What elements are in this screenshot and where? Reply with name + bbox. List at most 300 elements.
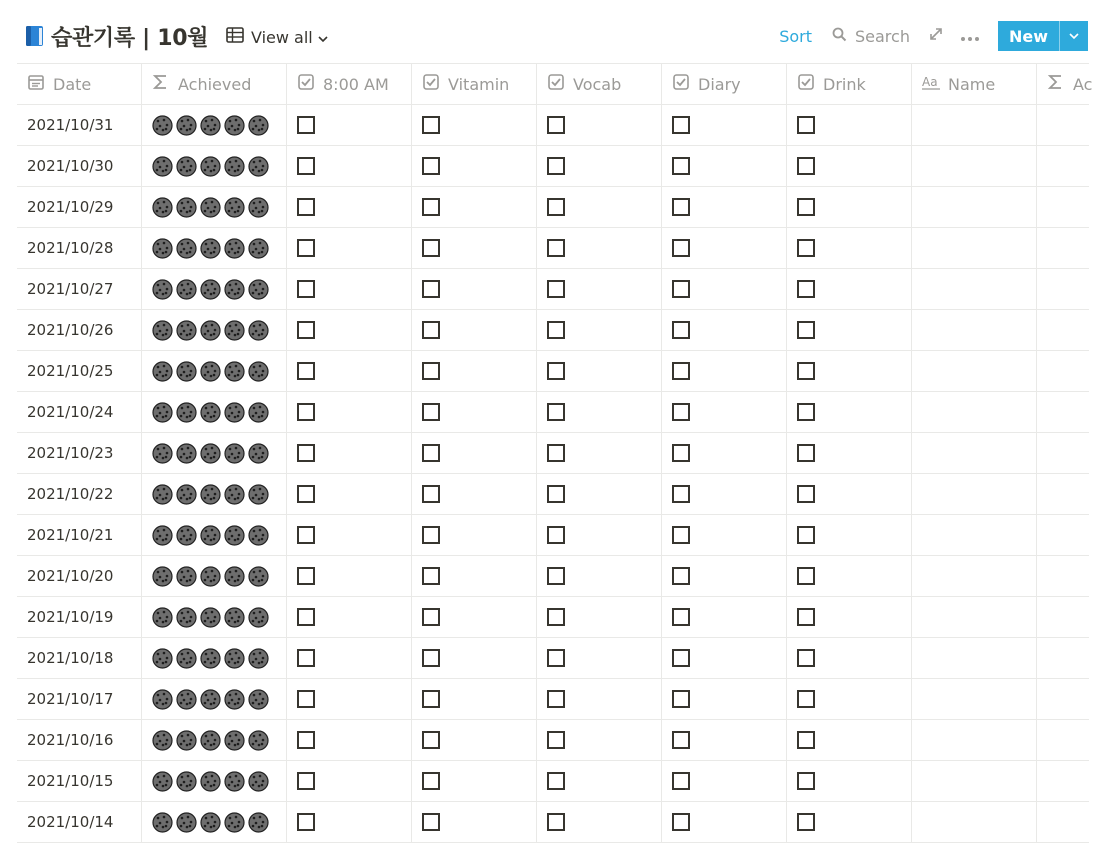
checkbox[interactable] [422, 362, 440, 380]
date-cell[interactable] [17, 269, 142, 309]
checkbox-property-icon [672, 73, 690, 95]
table-row[interactable] [17, 720, 1089, 761]
name-cell[interactable] [912, 269, 1037, 309]
checkbox[interactable] [797, 403, 815, 421]
checkbox-cell [662, 638, 787, 678]
checkbox[interactable] [797, 157, 815, 175]
checkbox-cell [537, 269, 662, 309]
checkbox[interactable] [422, 690, 440, 708]
new-button[interactable]: New [998, 21, 1059, 51]
cookie-icon [200, 771, 221, 792]
toolbar-actions [779, 21, 1088, 51]
cookie-icon [176, 279, 197, 300]
column-header[interactable] [912, 64, 1037, 104]
cookie-icon [176, 525, 197, 546]
column-header-label: Vocab [573, 74, 622, 94]
checkbox[interactable] [422, 321, 440, 339]
cookie-icon [248, 238, 269, 259]
checkbox-cell [662, 269, 787, 309]
cookie-icon [152, 402, 173, 423]
checkbox-cell [537, 597, 662, 637]
checkbox[interactable] [297, 608, 315, 626]
achieved-cell [142, 433, 287, 473]
checkbox-cell [287, 802, 412, 842]
cookie-icon [248, 771, 269, 792]
checkbox-cell [537, 679, 662, 719]
date-value: 2021/10/19 [27, 608, 114, 626]
checkbox[interactable] [297, 649, 315, 667]
date-cell[interactable] [17, 474, 142, 514]
checkbox[interactable] [422, 813, 440, 831]
checkbox[interactable] [547, 239, 565, 257]
checkbox[interactable] [297, 321, 315, 339]
table-row[interactable] [17, 638, 1089, 679]
cookie-icon [248, 115, 269, 136]
checkbox[interactable] [672, 813, 690, 831]
checkbox-cell [412, 597, 537, 637]
checkbox[interactable] [672, 198, 690, 216]
checkbox-cell [412, 679, 537, 719]
checkbox-cell [662, 146, 787, 186]
date-cell[interactable] [17, 187, 142, 227]
date-cell[interactable] [17, 802, 142, 842]
checkbox-cell [412, 351, 537, 391]
checkbox[interactable] [547, 526, 565, 544]
achieved-cell [142, 105, 287, 145]
formula-cell [1037, 228, 1107, 268]
cookie-icon [176, 320, 197, 341]
checkbox[interactable] [297, 813, 315, 831]
checkbox[interactable] [672, 403, 690, 421]
formula-cell [1037, 105, 1107, 145]
achieved-cell [142, 351, 287, 391]
cookie-icon [176, 443, 197, 464]
checkbox[interactable] [422, 403, 440, 421]
column-header[interactable] [662, 64, 787, 104]
checkbox[interactable] [547, 321, 565, 339]
checkbox[interactable] [672, 526, 690, 544]
checkbox[interactable] [547, 608, 565, 626]
name-cell[interactable] [912, 761, 1037, 801]
achieved-value [152, 812, 269, 833]
cookie-icon [248, 320, 269, 341]
name-cell[interactable] [912, 474, 1037, 514]
cookie-icon [152, 730, 173, 751]
checkbox[interactable] [422, 157, 440, 175]
cookie-icon [224, 525, 245, 546]
name-cell[interactable] [912, 310, 1037, 350]
checkbox-cell [412, 269, 537, 309]
date-cell[interactable] [17, 597, 142, 637]
checkbox-cell [662, 761, 787, 801]
column-header[interactable] [412, 64, 537, 104]
checkbox-cell [287, 433, 412, 473]
column-header-label: 8:00 AM [323, 74, 389, 94]
checkbox[interactable] [297, 403, 315, 421]
date-value: 2021/10/29 [27, 198, 114, 216]
checkbox[interactable] [422, 280, 440, 298]
checkbox[interactable] [797, 608, 815, 626]
checkbox[interactable] [797, 772, 815, 790]
column-header-label: Date [53, 74, 92, 94]
cookie-icon [248, 730, 269, 751]
cookie-icon [248, 197, 269, 218]
cookie-icon [200, 115, 221, 136]
achieved-cell [142, 474, 287, 514]
cookie-icon [224, 648, 245, 669]
cookie-icon [200, 648, 221, 669]
name-cell[interactable] [912, 597, 1037, 637]
column-header[interactable] [787, 64, 912, 104]
checkbox[interactable] [797, 198, 815, 216]
date-value: 2021/10/22 [27, 485, 114, 503]
checkbox-cell [287, 392, 412, 432]
cookie-icon [152, 361, 173, 382]
checkbox-cell [662, 556, 787, 596]
checkbox[interactable] [297, 362, 315, 380]
checkbox[interactable] [547, 116, 565, 134]
achieved-cell [142, 146, 287, 186]
new-button-group [998, 21, 1088, 51]
date-cell[interactable] [17, 433, 142, 473]
checkbox-cell [662, 351, 787, 391]
checkbox-cell [287, 474, 412, 514]
checkbox[interactable] [547, 567, 565, 585]
checkbox[interactable] [297, 116, 315, 134]
table-row[interactable] [17, 515, 1089, 556]
checkbox[interactable] [297, 567, 315, 585]
checkbox-cell [537, 392, 662, 432]
achieved-cell [142, 720, 287, 760]
cookie-icon [248, 443, 269, 464]
checkbox[interactable] [297, 772, 315, 790]
checkbox-cell [662, 228, 787, 268]
name-cell[interactable] [912, 679, 1037, 719]
column-header[interactable] [537, 64, 662, 104]
checkbox[interactable] [297, 198, 315, 216]
date-cell[interactable] [17, 761, 142, 801]
achieved-cell [142, 556, 287, 596]
name-cell[interactable] [912, 187, 1037, 227]
new-options-chevron-icon[interactable] [1059, 21, 1088, 51]
date-value: 2021/10/15 [27, 772, 114, 790]
checkbox[interactable] [672, 444, 690, 462]
checkbox-cell [662, 515, 787, 555]
cookie-icon [200, 402, 221, 423]
date-cell[interactable] [17, 515, 142, 555]
checkbox-cell [787, 515, 912, 555]
checkbox-cell [537, 556, 662, 596]
checkbox-cell [537, 761, 662, 801]
date-value: 2021/10/23 [27, 444, 114, 462]
cookie-icon [176, 197, 197, 218]
checkbox[interactable] [547, 772, 565, 790]
checkbox[interactable] [797, 444, 815, 462]
table-row[interactable] [17, 351, 1089, 392]
checkbox[interactable] [422, 567, 440, 585]
checkbox[interactable] [547, 813, 565, 831]
cookie-icon [176, 566, 197, 587]
cookie-icon [224, 361, 245, 382]
table-row[interactable] [17, 228, 1089, 269]
cookie-icon [152, 771, 173, 792]
name-cell[interactable] [912, 556, 1037, 596]
checkbox[interactable] [547, 649, 565, 667]
cookie-icon [152, 115, 173, 136]
column-header[interactable] [287, 64, 412, 104]
cookie-icon [200, 238, 221, 259]
date-cell[interactable] [17, 228, 142, 268]
date-cell[interactable] [17, 720, 142, 760]
table-header-row [17, 64, 1093, 105]
checkbox[interactable] [797, 321, 815, 339]
checkbox[interactable] [797, 690, 815, 708]
achieved-value [152, 361, 269, 382]
achieved-cell [142, 515, 287, 555]
checkbox[interactable] [672, 157, 690, 175]
table-row[interactable] [17, 474, 1089, 515]
view-label: View all [251, 27, 313, 47]
checkbox[interactable] [297, 239, 315, 257]
cookie-icon [248, 484, 269, 505]
table-row[interactable] [17, 597, 1089, 638]
checkbox[interactable] [422, 444, 440, 462]
name-cell[interactable] [912, 720, 1037, 760]
date-cell[interactable] [17, 679, 142, 719]
name-cell[interactable] [912, 802, 1037, 842]
cookie-icon [152, 238, 173, 259]
name-cell[interactable] [912, 228, 1037, 268]
date-cell[interactable] [17, 310, 142, 350]
table-view-icon [226, 27, 244, 47]
cookie-icon [152, 525, 173, 546]
date-cell[interactable] [17, 146, 142, 186]
checkbox[interactable] [297, 690, 315, 708]
view-switcher[interactable] [226, 24, 328, 50]
checkbox[interactable] [547, 444, 565, 462]
achieved-value [152, 402, 269, 423]
cookie-icon [248, 279, 269, 300]
checkbox[interactable] [422, 116, 440, 134]
checkbox[interactable] [672, 731, 690, 749]
checkbox[interactable] [797, 731, 815, 749]
checkbox[interactable] [672, 116, 690, 134]
date-cell[interactable] [17, 351, 142, 391]
table-row[interactable] [17, 433, 1089, 474]
checkbox[interactable] [297, 157, 315, 175]
cookie-icon [200, 730, 221, 751]
table-row[interactable] [17, 761, 1089, 802]
cookie-icon [152, 197, 173, 218]
date-value: 2021/10/16 [27, 731, 114, 749]
cookie-icon [176, 402, 197, 423]
checkbox[interactable] [422, 772, 440, 790]
achieved-cell [142, 310, 287, 350]
checkbox-cell [537, 228, 662, 268]
formula-cell [1037, 556, 1107, 596]
checkbox[interactable] [422, 526, 440, 544]
checkbox[interactable] [297, 280, 315, 298]
table-row[interactable] [17, 556, 1089, 597]
checkbox[interactable] [297, 526, 315, 544]
achieved-value [152, 238, 269, 259]
checkbox[interactable] [672, 280, 690, 298]
achieved-cell [142, 187, 287, 227]
expand-icon[interactable] [928, 26, 944, 46]
name-cell[interactable] [912, 351, 1037, 391]
formula-cell [1037, 679, 1107, 719]
cookie-icon [248, 361, 269, 382]
cookie-icon [224, 566, 245, 587]
checkbox[interactable] [797, 485, 815, 503]
checkbox-cell [287, 597, 412, 637]
name-cell[interactable] [912, 433, 1037, 473]
date-cell[interactable] [17, 556, 142, 596]
cookie-icon [224, 730, 245, 751]
checkbox-cell [787, 638, 912, 678]
checkbox-cell [412, 638, 537, 678]
date-cell[interactable] [17, 392, 142, 432]
checkbox-cell [412, 105, 537, 145]
cookie-icon [224, 689, 245, 710]
checkbox[interactable] [422, 649, 440, 667]
checkbox[interactable] [547, 731, 565, 749]
cookie-icon [176, 115, 197, 136]
checkbox[interactable] [422, 485, 440, 503]
checkbox[interactable] [672, 362, 690, 380]
table-row[interactable] [17, 392, 1089, 433]
achieved-value [152, 648, 269, 669]
checkbox[interactable] [422, 239, 440, 257]
checkbox[interactable] [797, 813, 815, 831]
checkbox[interactable] [547, 690, 565, 708]
achieved-cell [142, 761, 287, 801]
column-header[interactable] [142, 64, 287, 104]
checkbox-cell [662, 187, 787, 227]
checkbox[interactable] [797, 567, 815, 585]
checkbox[interactable] [547, 362, 565, 380]
search-icon [832, 27, 847, 46]
cookie-icon [152, 279, 173, 300]
checkbox[interactable] [672, 567, 690, 585]
achieved-value [152, 566, 269, 587]
checkbox-cell [537, 802, 662, 842]
cookie-icon [176, 812, 197, 833]
checkbox-cell [662, 474, 787, 514]
checkbox-cell [537, 515, 662, 555]
checkbox[interactable] [297, 731, 315, 749]
checkbox-cell [537, 720, 662, 760]
cookie-icon [248, 402, 269, 423]
checkbox[interactable] [547, 198, 565, 216]
checkbox[interactable] [797, 116, 815, 134]
column-header-label: Achieved [178, 74, 252, 94]
checkbox[interactable] [547, 485, 565, 503]
checkbox-cell [287, 187, 412, 227]
checkbox-cell [787, 761, 912, 801]
checkbox[interactable] [547, 280, 565, 298]
checkbox[interactable] [672, 649, 690, 667]
achieved-value [152, 525, 269, 546]
text-property-icon [922, 73, 940, 95]
achieved-value [152, 689, 269, 710]
cookie-icon [248, 648, 269, 669]
sort-button[interactable]: Sort [779, 26, 812, 46]
table-row[interactable] [17, 187, 1089, 228]
cookie-icon [200, 566, 221, 587]
date-value: 2021/10/20 [27, 567, 114, 585]
checkbox-cell [537, 638, 662, 678]
checkbox[interactable] [797, 649, 815, 667]
checkbox-cell [787, 474, 912, 514]
checkbox[interactable] [672, 690, 690, 708]
checkbox[interactable] [797, 239, 815, 257]
checkbox-cell [537, 187, 662, 227]
checkbox[interactable] [672, 772, 690, 790]
table-row[interactable] [17, 105, 1089, 146]
checkbox[interactable] [422, 608, 440, 626]
name-cell[interactable] [912, 515, 1037, 555]
column-header[interactable] [17, 64, 142, 104]
date-cell[interactable] [17, 638, 142, 678]
date-cell[interactable] [17, 105, 142, 145]
table-row[interactable] [17, 146, 1089, 187]
cookie-icon [248, 689, 269, 710]
table-row[interactable] [17, 679, 1089, 720]
name-cell[interactable] [912, 392, 1037, 432]
cookie-icon [224, 279, 245, 300]
checkbox[interactable] [672, 239, 690, 257]
achieved-value [152, 197, 269, 218]
formula-cell [1037, 351, 1107, 391]
checkbox[interactable] [422, 731, 440, 749]
cookie-icon [224, 156, 245, 177]
table-row[interactable] [17, 802, 1089, 843]
column-header-label: Ac [1073, 74, 1093, 94]
checkbox[interactable] [797, 280, 815, 298]
checkbox[interactable] [422, 198, 440, 216]
checkbox-cell [537, 351, 662, 391]
checkbox[interactable] [797, 362, 815, 380]
table-row[interactable] [17, 269, 1089, 310]
name-cell[interactable] [912, 105, 1037, 145]
more-options-icon[interactable] [960, 27, 980, 46]
table-row[interactable] [17, 310, 1089, 351]
checkbox[interactable] [672, 321, 690, 339]
cookie-icon [152, 648, 173, 669]
name-cell[interactable] [912, 638, 1037, 678]
checkbox[interactable] [297, 444, 315, 462]
cookie-icon [200, 443, 221, 464]
column-header[interactable] [1037, 64, 1107, 104]
cookie-icon [176, 771, 197, 792]
cookie-icon [248, 607, 269, 628]
checkbox[interactable] [547, 157, 565, 175]
svg-text:Aa: Aa [922, 75, 938, 89]
checkbox[interactable] [797, 526, 815, 544]
name-cell[interactable] [912, 146, 1037, 186]
checkbox-cell [412, 187, 537, 227]
checkbox[interactable] [672, 485, 690, 503]
date-value: 2021/10/31 [27, 116, 114, 134]
checkbox[interactable] [672, 608, 690, 626]
checkbox[interactable] [547, 403, 565, 421]
search-button[interactable] [832, 27, 910, 46]
checkbox[interactable] [297, 485, 315, 503]
date-value: 2021/10/26 [27, 321, 114, 339]
checkbox-cell [412, 802, 537, 842]
checkbox-cell [412, 146, 537, 186]
